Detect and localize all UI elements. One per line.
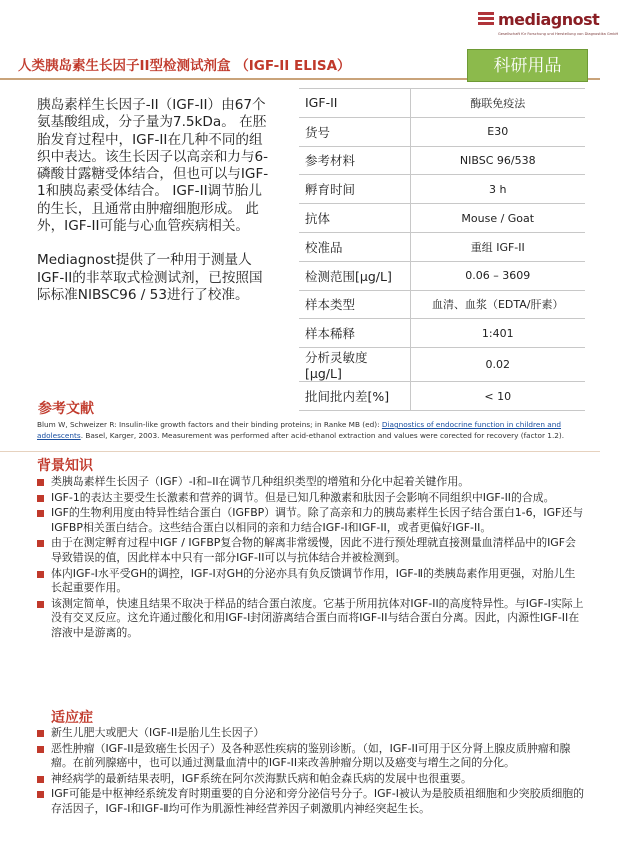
list-item-text: 该测定简单，快速且结果不取决于样品的结合蛋白浓度。它基于所用抗体对IGF-II的高度特异性。与IGF-I实际上没有交叉反应。这允许通过酸化和用IGF-I封闭游离结合蛋白而将IGF-II与结合蛋白分离。因此，内源性IGF-II在溶液中是游离的。 <box>51 596 584 639</box>
mediagnost-logo <box>478 10 618 44</box>
reference-citation: Blum W, Schweizer R: Insulin-like growth factors and their binding proteins; in Ranke MB (ed): <box>37 420 382 429</box>
spec-key: 校准品 <box>299 232 410 261</box>
spec-row <box>299 290 585 319</box>
list-item-text: 体内IGF-Ⅰ水平受GH的调控，IGF-Ⅰ对GH的分泌亦具有负反馈调节作用，IGF-Ⅱ的类胰岛素作用更强，对胎儿生长起重要作用。 <box>51 566 576 595</box>
spec-row <box>299 348 585 382</box>
list-item-text: IGF-1的表达主要受生长激素和营养的调节。但是已知几种激素和肽因子会影响不同组织中IGF-II的合成。 <box>51 490 555 504</box>
spec-row <box>299 204 585 233</box>
spec-value: E30 <box>410 117 585 146</box>
spec-row <box>299 89 585 118</box>
spec-row <box>299 232 585 261</box>
list-item-text: 神经病学的最新结果表明，IGF系统在阿尔茨海默氏病和帕金森氏病的发展中也很重要。 <box>51 771 472 785</box>
list-item-text: 类胰岛素样生长因子（IGF）-I和–II在调节几种组织类型的增殖和分化中起着关键作用。 <box>51 475 470 488</box>
references-heading: 参考文献 <box>38 401 94 417</box>
spec-row <box>299 175 585 204</box>
list-item-text: IGF可能是中枢神经系统发育时期重要的自分泌和旁分泌信号分子。IGF-Ⅰ被认为是胶质祖细胞和少突胶质细胞的存活因子，IGF-Ⅰ和IGF-Ⅱ均可作为肌源性神经营养因子刺激肌内神经突起生长。 <box>51 787 585 815</box>
bullet-square-icon <box>37 479 44 486</box>
background-heading: 背景知识 <box>37 458 93 474</box>
bullet-square-icon <box>37 746 44 753</box>
spec-key: 样本类型 <box>299 290 410 319</box>
list-item <box>37 536 585 565</box>
list-item <box>37 491 585 506</box>
bullet-square-icon <box>37 776 44 783</box>
list-item-text: IGF的生物利用度由特异性结合蛋白（IGFBP）调节。除了高亲和力的胰岛素样生长因子结合蛋白1-6，IGF还与IGFBP相关蛋白结合。这些结合蛋白以相同的亲和力结合IGF-I和IGF-II，或者更偏好IGF-II。 <box>51 506 584 534</box>
logo-tagline: Gesellschaft für Forschung und Herstellung von Diagnostika GmbH <box>498 32 618 36</box>
list-item-text: 由于在测定孵育过程中IGF / IGFBP复合物的解离非常缓慢，因此不进行预处理就直接测量血清样品中的IGF会导致错误的值，因此样本中只有一部分IGF-II可以与抗体结合并被检测到。 <box>51 536 576 564</box>
spec-value: Mouse / Goat <box>410 204 585 233</box>
spec-key: 批间批内差[%] <box>299 382 410 411</box>
spec-value: 血清、血浆（EDTA/肝素） <box>410 290 585 319</box>
spec-value: 1:401 <box>410 319 585 348</box>
spec-row <box>299 146 585 175</box>
spec-key: 货号 <box>299 117 410 146</box>
spec-key: 参考材料 <box>299 146 410 175</box>
spec-value: 0.06 – 3609 <box>410 261 585 290</box>
spec-row <box>299 261 585 290</box>
indications-heading: 适应症 <box>51 710 93 726</box>
bullet-square-icon <box>37 571 44 578</box>
spec-row <box>299 117 585 146</box>
indications-list <box>37 726 585 818</box>
spec-table <box>299 88 585 411</box>
spec-key: 孵育时间 <box>299 175 410 204</box>
page-title: 人类胰岛素生长因子II型检测试剂盒 （IGF-II ELISA） <box>18 58 351 74</box>
background-list <box>37 475 585 642</box>
spec-value: 重组 IGF-II <box>410 232 585 261</box>
references-text <box>37 420 587 441</box>
list-item-text: 新生儿肥大或肥大（IGF-II是胎儿生长因子） <box>51 726 265 739</box>
logo-name: mediagnost <box>498 10 600 29</box>
spec-key: 分析灵敏度[µg/L] <box>299 348 410 382</box>
intro-text <box>37 97 269 321</box>
list-item <box>37 475 585 490</box>
list-item <box>37 506 585 535</box>
reference-link[interactable]: Diagnostics of endocrine function in children and adolescents <box>37 420 562 440</box>
spec-key: 样本稀释 <box>299 319 410 348</box>
spec-value: 酶联免疫法 <box>410 89 585 118</box>
intro-paragraph: Mediagnost提供了一种用于测量人IGF-II的非萃取式检测试剂，已按照国际标准NIBSC96 / 53进行了校准。 <box>37 252 263 303</box>
spec-value: < 10 <box>410 382 585 411</box>
list-item <box>37 597 585 641</box>
list-item <box>37 726 585 741</box>
bullet-square-icon <box>37 510 44 517</box>
spec-row <box>299 382 585 411</box>
list-item <box>37 787 585 816</box>
spec-row <box>299 319 585 348</box>
research-use-badge: 科研用品 <box>467 49 588 82</box>
bullet-square-icon <box>37 601 44 608</box>
bullet-square-icon <box>37 730 44 737</box>
logo-mark-icon <box>478 12 494 30</box>
list-item <box>37 742 585 771</box>
spec-value: 3 h <box>410 175 585 204</box>
spec-value: 0.02 <box>410 348 585 382</box>
spec-key: 抗体 <box>299 204 410 233</box>
list-item <box>37 772 585 787</box>
list-item-text: 恶性肿瘤（IGF-II是致癌生长因子）及各种恶性疾病的鉴别诊断。（如，IGF-II可用于区分肾上腺皮质肿瘤和腺瘤。在前列腺癌中，也可以通过测量血清中的IGF-II来改善肿瘤分期以及癌变与增生之间的分化。 <box>51 741 571 770</box>
bullet-square-icon <box>37 540 44 547</box>
reference-note: . Basel, Karger, 2003. Measurement was performed after acid-ethanol extraction and values were corected for recovery (factor 1.2). <box>80 430 565 440</box>
bullet-square-icon <box>37 791 44 798</box>
intro-paragraph: 胰岛素样生长因子-II（IGF-II）由67个氨基酸组成，分子量为7.5kDa。 在胚胎发育过程中，IGF-II在几种不同的组织中表达。该生长因子以高亲和力与6-磷酸甘露糖受体结合，但也可以与IGF-1和胰岛素受体结合。 IGF-II调节胎儿的生长，且通常由肿瘤细胞形成。 此外，IGF-II可能与心血管疾病相关。 <box>37 97 269 235</box>
spec-key: IGF-II <box>299 89 410 118</box>
bullet-square-icon <box>37 495 44 502</box>
spec-key: 检测范围[µg/L] <box>299 261 410 290</box>
spec-value: NIBSC 96/538 <box>410 146 585 175</box>
list-item <box>37 567 585 596</box>
